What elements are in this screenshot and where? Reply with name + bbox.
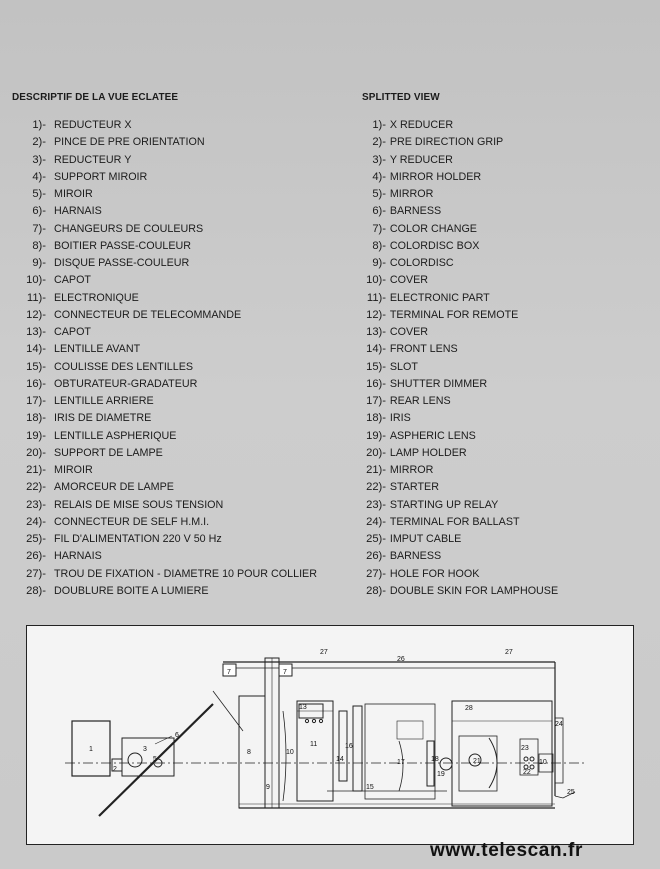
legend-item-number: 9)- xyxy=(32,257,46,269)
terminal-dot-1 xyxy=(305,719,308,722)
legend-item xyxy=(362,152,652,169)
y-reducer-part xyxy=(122,738,174,776)
rear-lens-holder xyxy=(397,721,423,739)
legend-item-number: 16)- xyxy=(26,377,46,390)
legend-item-text: CONNECTEUR DE TELECOMMANDE xyxy=(54,308,242,321)
legend-item-text: COLORDISC BOX xyxy=(389,239,480,252)
legend-item-text: HARNAIS xyxy=(54,550,102,563)
legend-item-number: 4)- xyxy=(372,170,386,183)
callout-7-left: 7 xyxy=(227,669,231,676)
legend-item-number: 21)- xyxy=(366,464,386,476)
legend-item-number: 28)- xyxy=(366,584,386,597)
legend-item-number: 18)- xyxy=(366,412,386,425)
relay-dot-1 xyxy=(524,757,528,761)
legend-item-number: 12)- xyxy=(366,308,386,321)
shutter-dimmer-part xyxy=(353,706,362,791)
legend-item-number: 2)- xyxy=(32,136,46,149)
legend-item-text: IRIS DE DIAMETRE xyxy=(54,412,152,425)
legend-item-number: 19)- xyxy=(366,429,386,442)
legend-item-text: LAMP HOLDER xyxy=(389,446,467,459)
callout-5: 5 xyxy=(153,756,157,763)
legend-item-text: AMORCEUR DE LAMPE xyxy=(54,481,174,494)
rear-lens-part xyxy=(399,741,403,791)
legend-item-text: STARTER xyxy=(389,481,439,494)
legend-item-number: 24)- xyxy=(26,515,46,528)
legend-item-text: IMPUT CABLE xyxy=(389,533,462,545)
legend-item-text: PRE DIRECTION GRIP xyxy=(389,136,504,149)
legend-item xyxy=(362,324,652,341)
legend-item-text: COULISSE DES LENTILLES xyxy=(54,360,194,373)
legend-item-text: TERMINAL FOR REMOTE xyxy=(389,308,519,321)
legend-item-text: REDUCTEUR Y xyxy=(54,153,132,166)
english-legend-title: SPLITTED VIEW xyxy=(362,91,440,103)
legend-item-text: MIROIR xyxy=(54,464,93,476)
legend-item-number: 26)- xyxy=(26,550,46,563)
aspheric-lens-part xyxy=(440,758,452,770)
callout-11: 11 xyxy=(310,741,318,748)
legend-item xyxy=(12,514,342,531)
legend-item-number: 11)- xyxy=(366,291,386,304)
callout-22: 22 xyxy=(523,769,531,776)
legend-item xyxy=(12,307,342,324)
legend-item-number: 6)- xyxy=(372,205,386,218)
legend-item-text: COLORDISC xyxy=(389,257,454,269)
terminal-dot-2 xyxy=(312,719,315,722)
legend-item xyxy=(12,238,342,255)
legend-item-text: COLOR CHANGE xyxy=(389,222,477,235)
legend-item xyxy=(12,203,342,220)
legend-item xyxy=(12,221,342,238)
legend-item-text: BARNESS xyxy=(389,550,442,563)
legend-item xyxy=(362,238,652,255)
legend-item xyxy=(12,410,342,427)
callout-13: 13 xyxy=(299,704,307,711)
lamphouse-part xyxy=(452,701,552,806)
legend-item-text: ELECTRONIQUE xyxy=(54,291,139,304)
callout-3: 3 xyxy=(143,746,147,753)
legend-item-text: Y REDUCER xyxy=(389,153,453,166)
legend-item-text: HARNAIS xyxy=(54,205,102,218)
callout-24: 24 xyxy=(555,721,563,728)
colordisc-box-part xyxy=(239,696,265,808)
callout-23: 23 xyxy=(521,745,529,752)
callout-1: 1 xyxy=(89,746,93,753)
legend-item-number: 22)- xyxy=(366,481,386,494)
legend-item xyxy=(12,445,342,462)
legend-item-text: DISQUE PASSE-COULEUR xyxy=(54,257,190,269)
legend-item-text: REAR LENS xyxy=(389,395,451,407)
legend-item-text: SLOT xyxy=(389,360,418,373)
callout-14: 14 xyxy=(336,756,344,763)
french-legend-title: DESCRIPTIF DE LA VUE ECLATEE xyxy=(12,91,179,103)
legend-item xyxy=(362,410,652,427)
legend-item xyxy=(12,134,342,151)
terminal-dot-3 xyxy=(319,719,322,722)
legend-item-text: ELECTRONIC PART xyxy=(389,291,490,304)
callout-19: 19 xyxy=(437,771,445,778)
legend-item-text: MIRROR HOLDER xyxy=(389,170,482,183)
legend-item xyxy=(362,548,652,565)
legend-item-text: IRIS xyxy=(389,412,411,425)
legend-item-text: FIL D'ALIMENTATION 220 V 50 Hz xyxy=(54,533,222,545)
legend-item-number: 14)- xyxy=(26,343,46,356)
callout-9: 9 xyxy=(266,784,270,791)
english-legend xyxy=(362,90,652,600)
legend-item xyxy=(362,134,652,151)
legend-item-number: 15)- xyxy=(26,360,46,373)
legend-item xyxy=(362,341,652,358)
legend-item xyxy=(12,497,342,514)
legend-item xyxy=(12,531,342,548)
legend-item-text: REDUCTEUR X xyxy=(54,119,132,131)
legend-item-text: SHUTTER DIMMER xyxy=(389,377,488,390)
legend-item xyxy=(12,428,342,445)
legend-item-number: 7)- xyxy=(372,222,386,235)
legend-item xyxy=(362,462,652,479)
legend-item xyxy=(12,548,342,565)
legend-item xyxy=(362,203,652,220)
legend-item-number: 8)- xyxy=(372,239,386,252)
lens-carriage xyxy=(365,704,435,799)
legend-item xyxy=(12,255,342,272)
legend-item-number: 24)- xyxy=(366,515,386,528)
legend-item-number: 25)- xyxy=(26,533,46,545)
legend-item xyxy=(12,341,342,358)
legend-item-number: 22)- xyxy=(26,481,46,494)
legend-item-number: 5)- xyxy=(372,188,386,200)
legend-item-text: X REDUCER xyxy=(389,119,454,131)
legend-item-text: CONNECTEUR DE SELF H.M.I. xyxy=(54,515,210,528)
watermark-url: www.telescan.fr xyxy=(430,840,583,861)
legend-item-number: 28)- xyxy=(26,584,46,597)
legend-item-number: 1)- xyxy=(32,119,46,131)
legend-item-text: TROU DE FIXATION - DIAMETRE 10 POUR COLLIER xyxy=(54,567,317,580)
legend-item-number: 3)- xyxy=(372,153,386,166)
legend-item-text: RELAIS DE MISE SOUS TENSION xyxy=(54,498,224,511)
legend-item xyxy=(12,290,342,307)
relay-dot-2 xyxy=(530,757,534,761)
legend-item xyxy=(12,393,342,410)
callout-8: 8 xyxy=(247,749,251,756)
legend-item xyxy=(362,307,652,324)
legend-item-text: SUPPORT MIROIR xyxy=(54,170,148,183)
legend-item xyxy=(362,479,652,496)
legend-item xyxy=(362,255,652,272)
callout-6: 6 xyxy=(175,732,179,739)
legend-item-text: MIRROR xyxy=(389,188,434,200)
legend-item xyxy=(12,117,342,134)
legend-item xyxy=(362,566,652,583)
legend-item xyxy=(362,117,652,134)
callout-15: 15 xyxy=(366,784,374,791)
legend-item xyxy=(12,169,342,186)
reducer-gear xyxy=(128,753,142,767)
legend-item xyxy=(12,479,342,496)
legend-item-number: 26)- xyxy=(366,550,386,563)
callout-7-right: 7 xyxy=(283,669,287,676)
legend-item xyxy=(362,221,652,238)
legend-item xyxy=(362,497,652,514)
legend-item-text: DOUBLE SKIN FOR LAMPHOUSE xyxy=(389,584,559,597)
legend-item-number: 7)- xyxy=(32,222,46,235)
legend-item xyxy=(362,393,652,410)
legend-item-text: SUPPORT DE LAMPE xyxy=(54,446,163,459)
legend-item-number: 25)- xyxy=(366,533,386,545)
legend-item-number: 13)- xyxy=(26,326,46,338)
legend-item xyxy=(12,324,342,341)
french-legend-list xyxy=(12,117,342,600)
callout-2: 2 xyxy=(113,766,117,773)
legend-item-number: 11)- xyxy=(26,291,46,304)
legend-item xyxy=(362,376,652,393)
legend-item-number: 14)- xyxy=(366,343,386,356)
legend-item-text: LENTILLE ASPHERIQUE xyxy=(54,429,177,442)
legend-item-text: HOLE FOR HOOK xyxy=(389,567,480,580)
legend-item-text: COVER xyxy=(389,274,429,287)
legend-item-number: 6)- xyxy=(32,205,46,218)
legend-item-text: TERMINAL FOR BALLAST xyxy=(389,515,520,528)
legend-item xyxy=(362,169,652,186)
legend-item xyxy=(362,290,652,307)
callout-25: 25 xyxy=(567,789,575,796)
legend-item-number: 17)- xyxy=(26,395,46,407)
legend-item xyxy=(12,186,342,203)
cover-10-curve xyxy=(283,711,286,801)
legend-item-text: CHANGEURS DE COULEURS xyxy=(54,222,204,235)
legend-item xyxy=(12,359,342,376)
legend-item-number: 10)- xyxy=(26,274,46,287)
legend-item-number: 23)- xyxy=(366,498,386,511)
legend-item-number: 27)- xyxy=(26,567,46,580)
iris-part xyxy=(427,741,434,786)
legend-item-number: 19)- xyxy=(26,429,46,442)
legend-item-text: BARNESS xyxy=(389,205,442,218)
legend-item xyxy=(12,583,342,600)
callout-10-left: 10 xyxy=(286,749,294,756)
legend-item-text: ASPHERIC LENS xyxy=(389,429,476,442)
legend-item-number: 9)- xyxy=(372,257,386,269)
callout-21: 21 xyxy=(473,758,481,765)
legend-item-number: 12)- xyxy=(26,308,46,321)
legend-item-number: 20)- xyxy=(366,446,386,459)
legend-item xyxy=(362,445,652,462)
legend-item-number: 4)- xyxy=(32,170,46,183)
legend-item-text: STARTING UP RELAY xyxy=(389,498,499,511)
legend-item-number: 5)- xyxy=(32,188,46,200)
legend-item-text: BOITIER PASSE-COULEUR xyxy=(54,239,192,252)
legend-item xyxy=(362,186,652,203)
legend-item-text: LENTILLE ARRIERE xyxy=(54,395,154,407)
legend-item-number: 10)- xyxy=(366,274,386,287)
english-legend-list xyxy=(362,117,652,600)
exploded-view-diagram xyxy=(26,625,634,845)
diagram-drawing xyxy=(27,626,635,846)
legend-item xyxy=(362,359,652,376)
legend-item-number: 13)- xyxy=(366,326,386,338)
legend-item-text: MIRROR xyxy=(389,464,434,476)
legend-item xyxy=(362,272,652,289)
callout-10-right: 10 xyxy=(539,759,547,766)
legend-item-number: 23)- xyxy=(26,498,46,511)
legend-item-number: 2)- xyxy=(372,136,386,149)
leader-line-6 xyxy=(155,736,172,744)
french-legend xyxy=(12,90,342,600)
callout-27-left: 27 xyxy=(320,649,328,656)
legend-item-text: DOUBLURE BOITE A LUMIERE xyxy=(54,584,209,597)
legend-item-number: 15)- xyxy=(366,360,386,373)
legend-item xyxy=(362,583,652,600)
electronic-part xyxy=(297,701,333,801)
legend-item-number: 18)- xyxy=(26,412,46,425)
legend-item-number: 21)- xyxy=(26,464,46,476)
legend-item xyxy=(362,428,652,445)
callout-17: 17 xyxy=(397,759,405,766)
legend-item-number: 3)- xyxy=(32,153,46,166)
legend-item-text: CAPOT xyxy=(54,274,92,287)
legend-item-text: CAPOT xyxy=(54,326,92,338)
legend-item xyxy=(362,514,652,531)
legend-item xyxy=(362,531,652,548)
callout-16: 16 xyxy=(345,743,353,750)
legend-item-number: 1)- xyxy=(372,119,386,131)
legend-item-number: 17)- xyxy=(366,395,386,407)
legend-item-text: MIROIR xyxy=(54,188,93,200)
legend-item xyxy=(12,152,342,169)
legend-item-text: PINCE DE PRE ORIENTATION xyxy=(54,136,205,149)
callout-18: 18 xyxy=(431,756,439,763)
legend-item xyxy=(12,462,342,479)
legend-item-text: LENTILLE AVANT xyxy=(54,343,141,356)
legend-item xyxy=(12,376,342,393)
callout-28: 28 xyxy=(465,705,473,712)
callout-26: 26 xyxy=(397,656,405,663)
legend-item-number: 20)- xyxy=(26,446,46,459)
legend-item-number: 27)- xyxy=(366,567,386,580)
legend-item xyxy=(12,566,342,583)
legend-item-number: 16)- xyxy=(366,377,386,390)
legend-item-text: COVER xyxy=(389,326,429,338)
callout-27-right: 27 xyxy=(505,649,513,656)
legend-item xyxy=(12,272,342,289)
legend-item-number: 8)- xyxy=(32,239,46,252)
legend-item-text: FRONT LENS xyxy=(389,343,458,356)
legend-item-text: OBTURATEUR-GRADATEUR xyxy=(54,377,198,390)
